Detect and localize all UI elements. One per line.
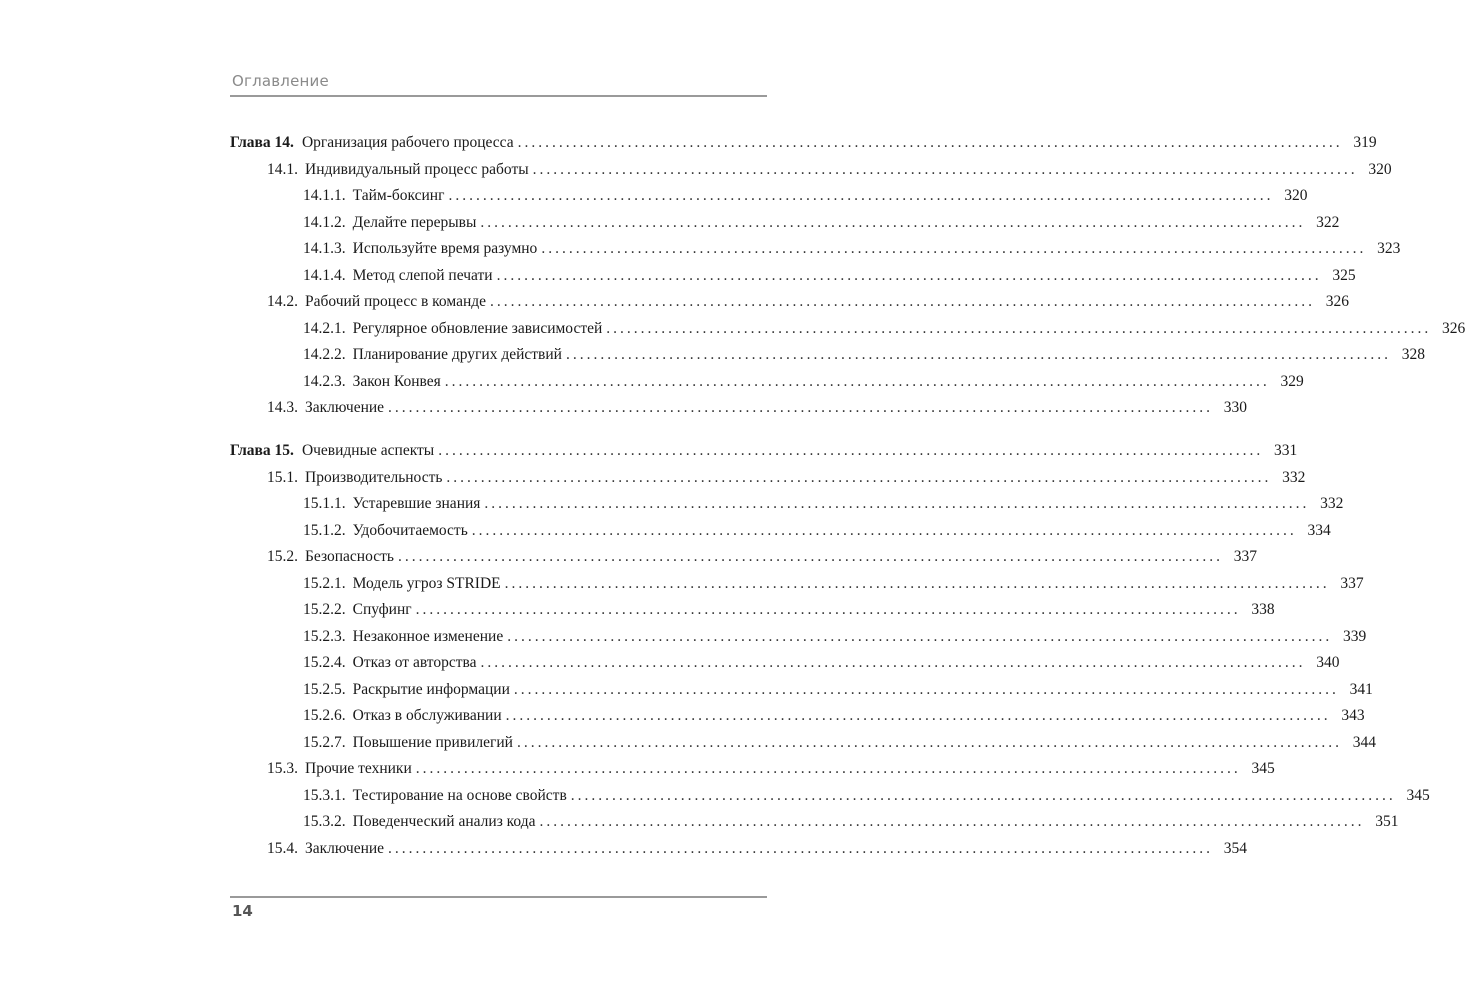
toc-leader-dots: ........................................................................................................................ <box>388 399 1214 416</box>
toc-entry-page: 338 <box>1251 601 1275 618</box>
toc-entry-page: 323 <box>1377 240 1401 257</box>
toc-entry-title: Заключение <box>305 839 385 857</box>
toc-entry[interactable] <box>230 130 1377 156</box>
toc-entry-page: 330 <box>1223 399 1248 416</box>
toc-entry-number: 15.3.1. <box>303 786 346 804</box>
toc-entry-number: 15.3. <box>267 760 298 777</box>
toc-entry[interactable] <box>230 465 1306 491</box>
toc-entry-number: 15.2.7. <box>303 733 346 751</box>
toc-entry[interactable] <box>230 236 1401 262</box>
toc-entry-page: 354 <box>1223 839 1248 857</box>
running-title: Оглавление <box>232 72 329 90</box>
toc-entry-page: 322 <box>1316 213 1340 231</box>
toc-entry-number: 14.1.2. <box>303 213 346 231</box>
toc-entry[interactable] <box>230 263 1356 289</box>
toc-entry-page: 319 <box>1353 134 1377 151</box>
toc-entry-number: 14.2.1. <box>303 319 346 337</box>
toc-entry-page: 337 <box>1233 548 1257 565</box>
toc-entry-number: 15.1.2. <box>303 521 346 539</box>
toc-entry-page: 345 <box>1406 786 1430 804</box>
toc-entry-number: 15.2.4. <box>303 654 346 671</box>
toc-entry[interactable] <box>230 491 1344 517</box>
toc-entry-number: 14.1.3. <box>303 240 346 257</box>
toc-entry-number: 15.2.5. <box>303 680 346 698</box>
toc-entry-number: 15.1. <box>267 468 298 486</box>
page-number: 14 <box>232 902 253 920</box>
toc-entry-title: Незаконное изменение <box>352 627 504 645</box>
toc-entry-number: Глава 15. <box>230 442 294 459</box>
toc-entry-number: 14.3. <box>267 399 298 416</box>
toc-entry-page: 332 <box>1282 468 1306 486</box>
toc-entry-page: 332 <box>1320 495 1344 512</box>
toc-entry-number: 14.2.2. <box>303 346 346 363</box>
toc-entry-number: 15.2.6. <box>303 707 346 724</box>
toc-entry[interactable] <box>230 438 1298 464</box>
toc-entry-page: 339 <box>1342 627 1367 645</box>
toc-leader-dots: ........................................................................................................................ <box>388 839 1214 857</box>
toc-leader-dots: ........................................................................................................................ <box>496 266 1322 284</box>
toc-leader-dots: ........................................................................................................................ <box>532 160 1358 178</box>
toc-entry-number: 15.2.1. <box>303 574 346 592</box>
toc-entry-title: Раскрытие информации <box>352 680 510 698</box>
toc-entry[interactable] <box>230 703 1365 729</box>
toc-entry-page: 340 <box>1316 654 1340 671</box>
toc-entry[interactable] <box>230 395 1248 421</box>
toc-entry-title: Поведенческий анализ кода <box>352 813 536 830</box>
toc-entry-page: 345 <box>1251 760 1275 777</box>
toc-entry-page: 320 <box>1368 160 1392 178</box>
toc-entry[interactable] <box>230 518 1331 544</box>
toc-entry-title: Заключение <box>305 399 385 416</box>
toc-leader-dots: ........................................................................................................................ <box>606 319 1432 337</box>
toc-entry[interactable] <box>230 677 1373 703</box>
toc-entry-number: 15.1.1. <box>303 495 346 512</box>
toc-entry-title: Очевидные аспекты <box>301 442 435 459</box>
toc-entry-title: Делайте перерывы <box>352 213 477 231</box>
toc-entry-number: 14.2.3. <box>303 372 346 390</box>
toc-entry-title: Тестирование на основе свойств <box>352 786 567 804</box>
toc-entry[interactable] <box>230 342 1425 368</box>
toc-entry-title: Организация рабочего процесса <box>301 134 514 151</box>
toc-entry-title: Отказ от авторства <box>352 654 477 671</box>
toc-entry[interactable] <box>230 289 1350 315</box>
toc-entry-title: Повышение привилегий <box>352 733 513 751</box>
toc-entry[interactable] <box>230 210 1340 236</box>
header-rule <box>230 95 767 97</box>
toc-entry[interactable] <box>230 316 1465 342</box>
toc-entry-page: 351 <box>1375 813 1399 830</box>
toc-entry-title: Безопасность <box>305 548 394 565</box>
toc-entry[interactable] <box>230 157 1392 183</box>
toc-entry-number: 14.1. <box>267 160 298 178</box>
toc-leader-dots: ........................................................................................................................ <box>484 495 1310 512</box>
toc-entry-title: Планирование других действий <box>352 346 562 363</box>
toc-entry[interactable] <box>230 730 1376 756</box>
toc-entry-number: Глава 14. <box>230 134 294 151</box>
toc-leader-dots: ........................................................................................................................ <box>446 468 1272 486</box>
toc-entry-number: 15.2.3. <box>303 627 346 645</box>
toc-entry-title: Регулярное обновление зависимостей <box>352 319 603 337</box>
toc-leader-dots: ........................................................................................................................ <box>490 293 1316 310</box>
toc-entry[interactable] <box>230 809 1399 835</box>
toc-entry[interactable] <box>230 369 1304 395</box>
toc-entry-title: Индивидуальный процесс работы <box>305 160 529 178</box>
toc-leader-dots: ........................................................................................................................ <box>480 213 1306 231</box>
toc-entry-number: 15.3.2. <box>303 813 346 830</box>
toc-leader-dots: ........................................................................................................................ <box>505 707 1331 724</box>
toc-leader-dots: ........................................................................................................................ <box>438 442 1264 459</box>
toc-leader-dots: ........................................................................................................................ <box>444 372 1270 390</box>
toc-entry-title: Прочие техники <box>305 760 412 777</box>
toc-leader-dots: ........................................................................................................................ <box>397 548 1223 565</box>
toc-leader-dots: ........................................................................................................................ <box>480 654 1306 671</box>
toc-leader-dots: ........................................................................................................................ <box>513 680 1339 698</box>
toc-entry-page: 331 <box>1273 442 1298 459</box>
toc-entry-title: Метод слепой печати <box>352 266 493 284</box>
toc-entry-title: Закон Конвея <box>352 372 441 390</box>
toc-entry-page: 328 <box>1401 346 1425 363</box>
toc-leader-dots: ........................................................................................................................ <box>570 786 1396 804</box>
toc-entry[interactable] <box>230 624 1367 650</box>
toc-entry-number: 14.1.4. <box>303 266 346 284</box>
toc-entry[interactable] <box>230 597 1275 623</box>
toc-entry-title: Модель угроз STRIDE <box>352 574 501 592</box>
toc-entry-page: 326 <box>1442 319 1465 337</box>
toc-entry-number: 14.2. <box>267 293 298 310</box>
toc-entry-page: 344 <box>1352 733 1376 751</box>
toc-leader-dots: ........................................................................................................................ <box>504 574 1330 592</box>
toc-leader-dots: ........................................................................................................................ <box>415 601 1241 618</box>
toc-entry-title: Отказ в обслуживании <box>352 707 502 724</box>
toc-entry-title: Устаревшие знания <box>352 495 481 512</box>
toc-entry[interactable] <box>230 544 1257 570</box>
toc-leader-dots: ........................................................................................................................ <box>516 733 1342 751</box>
toc-entry-title: Спуфинг <box>352 601 412 618</box>
toc-entry-page: 329 <box>1280 372 1304 390</box>
toc-entry[interactable] <box>230 783 1430 809</box>
toc-leader-dots: ........................................................................................................................ <box>539 813 1365 830</box>
toc-leader-dots: ........................................................................................................................ <box>448 187 1274 204</box>
toc-entry-page: 325 <box>1332 266 1356 284</box>
footer-rule <box>230 896 767 898</box>
toc-entry-title: Удобочитаемость <box>352 521 468 539</box>
toc-leader-dots: ........................................................................................................................ <box>507 627 1333 645</box>
toc-entry[interactable] <box>230 836 1248 862</box>
toc-entry[interactable] <box>230 650 1340 676</box>
toc-entry-title: Рабочий процесс в команде <box>305 293 487 310</box>
toc-entry-number: 15.4. <box>267 839 298 857</box>
toc-entry-page: 337 <box>1340 574 1364 592</box>
toc-leader-dots: ........................................................................................................................ <box>541 240 1367 257</box>
toc-entry-page: 341 <box>1349 680 1373 698</box>
toc-entry-page: 334 <box>1307 521 1331 539</box>
toc-entry-number: 15.2.2. <box>303 601 346 618</box>
toc-leader-dots: ........................................................................................................................ <box>565 346 1391 363</box>
toc-leader-dots: ........................................................................................................................ <box>517 134 1343 151</box>
toc-entry-title: Используйте время разумно <box>352 240 538 257</box>
toc-entry-title: Тайм-боксинг <box>352 187 445 204</box>
toc-entry[interactable] <box>230 183 1308 209</box>
toc-entry-number: 14.1.1. <box>303 187 346 204</box>
toc-leader-dots: ........................................................................................................................ <box>415 760 1241 777</box>
toc-leader-dots: ........................................................................................................................ <box>471 521 1297 539</box>
toc-entry[interactable] <box>230 756 1275 782</box>
toc-entry-page: 343 <box>1341 707 1365 724</box>
toc-entry[interactable] <box>230 571 1364 597</box>
toc-entry-title: Производительность <box>305 468 443 486</box>
toc-entry-page: 320 <box>1284 187 1308 204</box>
toc-entry-page: 326 <box>1325 293 1350 310</box>
toc-entry-number: 15.2. <box>267 548 298 565</box>
